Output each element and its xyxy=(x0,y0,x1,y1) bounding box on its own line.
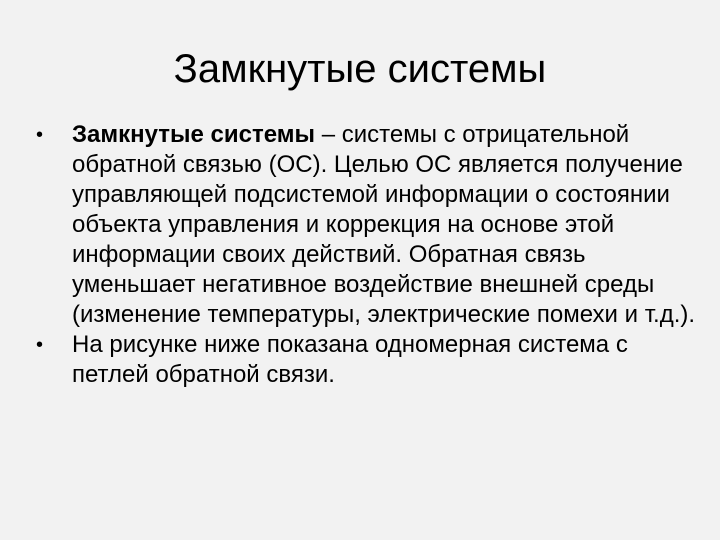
bullet-item xyxy=(36,120,696,330)
bullet-text: – системы с отрицательной обратной связью (ОС). Целью ОС является получение управляющей подсистемой информации о состоянии объекта управления и коррекция на основе этой информации своих действий. Обратная связь уменьшает негативное воздействие внешней среды (изменение температуры, электрические помехи и т.д.). xyxy=(72,121,696,328)
bullet-text: На рисунке ниже показана одномерная система с петлей обратной связи. xyxy=(72,331,628,388)
bullet-list xyxy=(36,120,696,390)
bullet-bold-term: Замкнутые системы xyxy=(72,121,316,148)
bullet-marker: • xyxy=(36,334,44,356)
bullet-marker: • xyxy=(36,124,44,146)
slide-title: Замкнутые системы xyxy=(173,47,547,91)
bullet-item xyxy=(36,330,696,390)
